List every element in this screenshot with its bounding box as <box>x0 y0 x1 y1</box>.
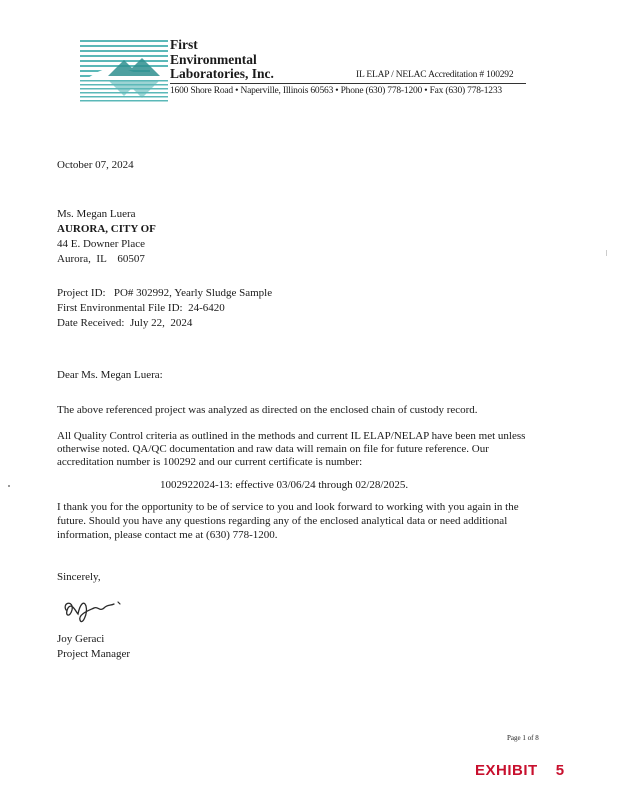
closing: Sincerely, <box>57 571 101 583</box>
accreditation-number: IL ELAP / NELAC Accreditation # 100292 <box>356 70 514 80</box>
recipient-organization: AURORA, CITY OF <box>57 223 156 235</box>
company-logo-icon <box>80 40 168 106</box>
company-name <box>170 38 274 82</box>
exhibit-label: EXHIBIT <box>475 762 538 779</box>
signer-title: Project Manager <box>57 648 130 660</box>
letter-date: October 07, 2024 <box>57 159 134 171</box>
project-id: Project ID: PO# 302992, Yearly Sludge Sample <box>57 287 273 299</box>
signer-name: Joy Geraci <box>57 633 105 645</box>
header-divider <box>170 83 526 84</box>
company-name-line1: First <box>170 37 198 52</box>
paragraph-thanks: I thank you for the opportunity to be of service to you and look forward to working with you again in the future. Should you have any questions regarding any of the enclosed analytical data or need additional information, please contact me at (630) 778-1200. <box>57 501 519 541</box>
company-address: 1600 Shore Road • Naperville, Illinois 60563 • Phone (630) 778-1200 • Fax (630) 778-1233 <box>170 86 502 96</box>
file-id: First Environmental File ID: 24-6420 <box>57 302 225 314</box>
salutation: Dear Ms. Megan Luera: <box>57 369 163 381</box>
recipient-street: 44 E. Downer Place <box>57 238 145 250</box>
date-received: Date Received: July 22, 2024 <box>57 317 193 329</box>
scan-speck <box>606 250 607 256</box>
paragraph-analysis: The above referenced project was analyzed as directed on the enclosed chain of custody record. <box>57 404 478 416</box>
paragraph-quality-control: All Quality Control criteria as outlined in the methods and current IL ELAP/NELAP have been met unless otherwise noted. QA/QC documentation and raw data will remain on file for future reference. Our accreditation number is 100292 and our current certificate is number: <box>57 430 526 468</box>
company-name-line2: Environmental <box>170 51 257 67</box>
recipient-city: Aurora, IL 60507 <box>57 253 145 265</box>
project-info <box>57 286 272 331</box>
recipient-name: Ms. Megan Luera <box>57 208 136 220</box>
page-number: Page 1 of 8 <box>507 734 539 742</box>
signature-icon <box>60 592 130 630</box>
certificate-number: 1002922024-13: effective 03/06/24 through 02/28/2025. <box>160 479 409 491</box>
exhibit-number: 5 <box>555 762 565 779</box>
scan-speck <box>8 485 10 487</box>
exhibit-stamp <box>475 762 565 779</box>
company-name-line3: Laboratories, Inc. <box>170 66 274 81</box>
recipient-block <box>57 207 156 267</box>
signer-block <box>57 632 130 662</box>
